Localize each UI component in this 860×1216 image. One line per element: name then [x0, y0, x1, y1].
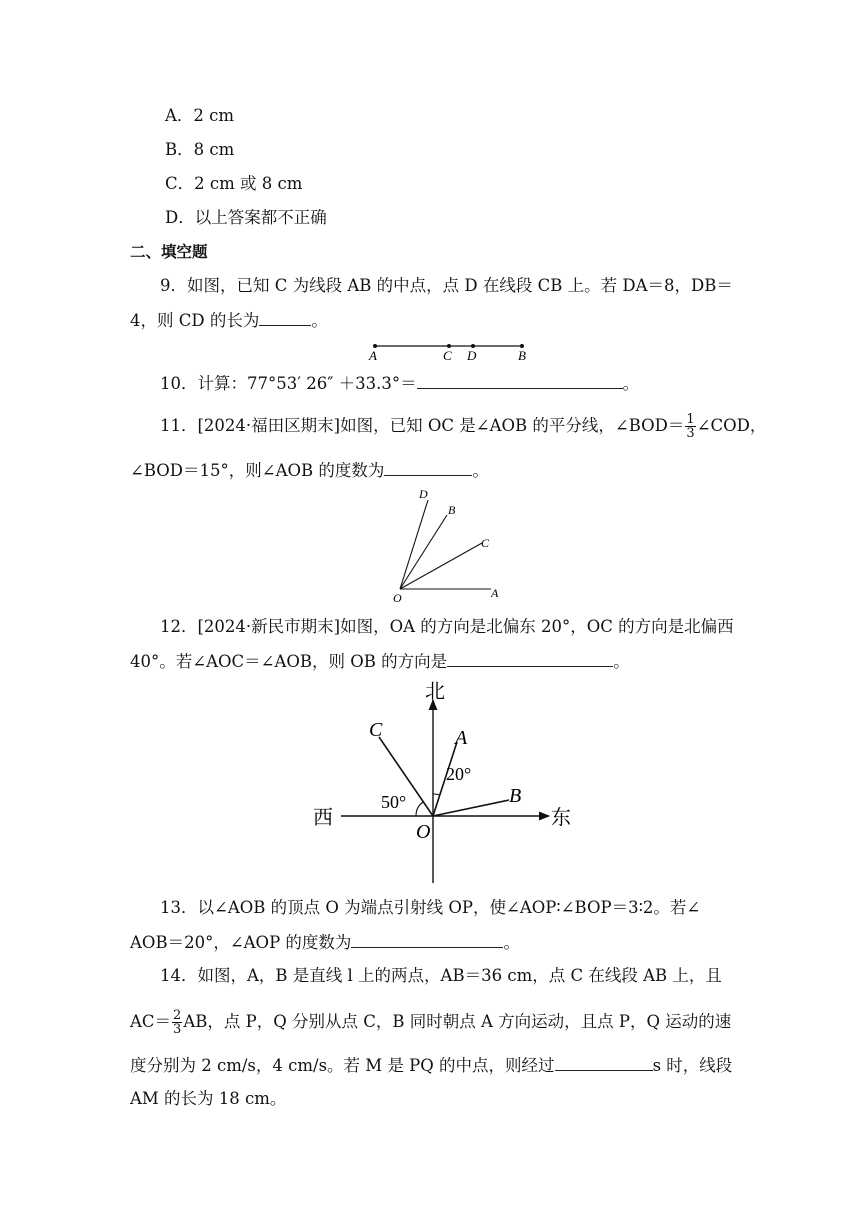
q11-line2 [130, 459, 489, 482]
q11-frac-num: 1 [686, 412, 695, 427]
q12-label-20deg: 20° [446, 764, 472, 784]
q9-segment-figure [360, 338, 540, 366]
q10-prefix: 10．计算：77°53′ 26″ ＋33.3°＝ [160, 374, 417, 393]
q12-arc-20 [433, 794, 440, 795]
q12-label-a: A [455, 727, 468, 749]
option-c: C．2 cm 或 8 cm [165, 174, 303, 193]
q14-line4: AM 的长为 18 cm。 [130, 1089, 287, 1108]
q9-label-d: D [467, 348, 477, 363]
q11-line2-prefix: ∠BOD＝15°，则∠AOB 的度数为 [130, 461, 385, 480]
q14-line3-prefix: 度分别为 2 cm/s，4 cm/s。若 M 是 PQ 的中点，则经过 [130, 1056, 555, 1075]
q9-label-a: A [369, 348, 377, 363]
section-title: 二、填空题 [130, 243, 208, 261]
q11-label-a: A [491, 586, 499, 600]
q14-fraction [172, 1009, 182, 1036]
q9-line2-prefix: 4，则 CD 的长为 [130, 311, 260, 330]
q13-line2 [130, 931, 520, 954]
q11-answer-blank[interactable] [384, 459, 472, 476]
q11-label-d: D [419, 487, 428, 501]
q12-line2-prefix: 40°。若∠AOC＝∠AOB，则 OB 的方向是 [130, 652, 448, 671]
q11-frac-den: 3 [686, 426, 695, 441]
q10-suffix: 。 [622, 374, 640, 393]
q14-line1: 14．如图，A，B 是直线 l 上的两点，AB＝36 cm，点 C 在线段 AB 上，且 [160, 966, 722, 985]
q11-angle-figure [385, 484, 515, 608]
q11-label-o: O [393, 591, 402, 605]
q12-line2-suffix: 。 [613, 652, 630, 671]
q12-label-b: B [509, 785, 522, 807]
q11-line1-b: ∠COD， [696, 416, 767, 435]
q13-line1: 13．以∠AOB 的顶点 O 为端点引射线 OP，使∠AOP∶∠BOP＝3∶2。若∠ [160, 898, 701, 917]
q11-fraction [685, 413, 695, 440]
q14-line2-a: AC＝ [130, 1012, 172, 1031]
q9-line1: 9．如图，已知 C 为线段 AB 的中点，点 D 在线段 CB 上。若 DA＝8，DB＝ [160, 276, 733, 295]
q13-line2-prefix: AOB＝20°，∠AOP 的度数为 [130, 933, 352, 952]
option-a: A．2 cm [165, 106, 235, 125]
q9-label-b: B [518, 348, 526, 363]
q14-line2-b: AB，点 P，Q 分别从点 C，B 同时朝点 A 方向运动，且点 P，Q 运动的速 [183, 1012, 732, 1031]
q9-label-c: C [443, 348, 452, 363]
q14-frac-den: 3 [173, 1022, 182, 1037]
q11-label-b: B [448, 503, 456, 517]
q12-label-east: 东 [551, 807, 571, 829]
q11-line1 [160, 413, 766, 440]
q12-label-50deg: 50° [381, 792, 407, 812]
q13-line2-suffix: 。 [503, 933, 520, 952]
q9-answer-blank[interactable] [259, 309, 311, 326]
q12-label-c: C [369, 719, 383, 741]
q12-line2 [130, 650, 630, 673]
q9-line2-suffix: 。 [311, 311, 328, 330]
q11-ray-ob [400, 515, 447, 589]
q12-arc-50 [416, 802, 423, 816]
q12-label-west: 西 [313, 807, 333, 829]
option-b: B．8 cm [165, 140, 235, 159]
q11-line1-a: 11．[2024·福田区期末]如图，已知 OC 是∠AOB 的平分线，∠BOD＝ [160, 416, 685, 435]
q9-line2 [130, 309, 328, 332]
q13-answer-blank[interactable] [351, 931, 503, 948]
q12-answer-blank[interactable] [447, 650, 613, 667]
q12-direction-figure [305, 678, 585, 888]
q10-answer-blank[interactable] [417, 372, 623, 389]
q14-line2 [130, 1009, 731, 1036]
q14-line3-suffix: s 时，线段 [652, 1056, 733, 1075]
q14-frac-num: 2 [173, 1008, 182, 1023]
q14-line3 [130, 1054, 732, 1077]
q11-label-c: C [481, 536, 490, 550]
q14-answer-blank[interactable] [555, 1054, 653, 1071]
q10-line [160, 372, 639, 395]
q12-ray-ob [433, 800, 509, 816]
option-d: D．以上答案都不正确 [165, 208, 327, 227]
q12-line1: 12．[2024·新民市期末]如图，OA 的方向是北偏东 20°，OC 的方向是北偏西 [160, 617, 734, 636]
q12-label-north: 北 [425, 681, 445, 703]
q12-label-o: O [416, 821, 431, 843]
q11-line2-suffix: 。 [472, 461, 489, 480]
